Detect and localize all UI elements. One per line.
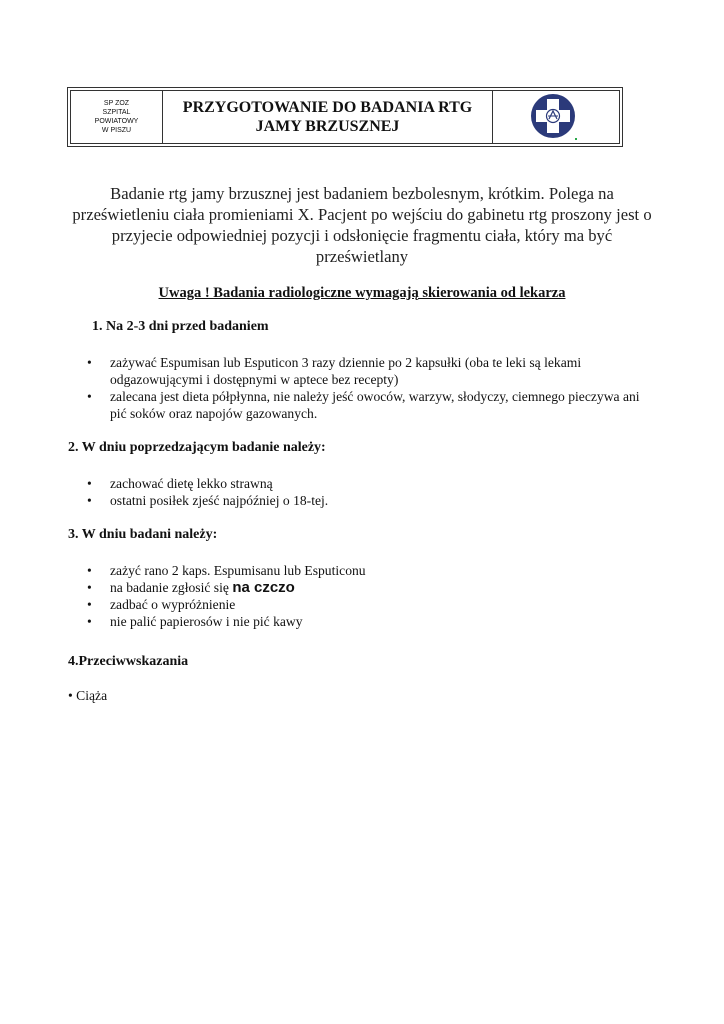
bullet-marker: • bbox=[87, 389, 92, 404]
list-item-text: nie palić papierosów i nie pić kawy bbox=[110, 614, 303, 629]
list-item-text: zachować dietę lekko strawną bbox=[110, 476, 273, 491]
section-3-list bbox=[87, 562, 647, 630]
section-3-heading: 3. W dniu badani należy: bbox=[68, 527, 218, 542]
contraindication-item: • Ciąża bbox=[68, 688, 108, 703]
list-item bbox=[87, 475, 647, 492]
list-item-text: zażywać Espumisan lub Esputicon 3 razy dziennie po 2 kapsułki (oba te leki są lekami odgazowującymi i dostępnymi w aptece bez recepty) bbox=[110, 355, 582, 387]
hospital-cross-logo-icon bbox=[530, 91, 582, 143]
list-item-text: zadbać o wypróżnienie bbox=[110, 597, 236, 612]
bullet-marker: • bbox=[87, 476, 92, 491]
bullet-marker: • bbox=[87, 580, 92, 595]
bullet-marker: • bbox=[87, 597, 92, 612]
intro-paragraph: Badanie rtg jamy brzusznej jest badaniem bezbolesnym, krótkim. Polega na prześwietleniu ciała promieniami X. Pacjent po wejściu do gabinetu rtg proszony jest o przyjecie odpowiedniej pozycji i odsłonięcie fragmentu ciała, który ma być prześwietlany bbox=[72, 184, 652, 266]
section-2-heading: 2. W dniu poprzedzającym badanie należy: bbox=[68, 440, 326, 455]
title-line: PRZYGOTOWANIE DO BADANIA RTG bbox=[182, 99, 473, 116]
list-item bbox=[87, 579, 647, 596]
document-title bbox=[163, 91, 493, 143]
document-header bbox=[67, 87, 623, 147]
list-item bbox=[87, 492, 647, 509]
referral-warning: Uwaga ! Badania radiologiczne wymagają skierowania od lekarza bbox=[158, 285, 566, 301]
list-item-text: na badanie zgłosić się bbox=[110, 580, 229, 595]
bullet-marker: • bbox=[87, 614, 92, 629]
hospital-name bbox=[71, 91, 163, 143]
hospital-line: SZPITAL bbox=[102, 109, 131, 116]
list-item bbox=[87, 388, 647, 422]
list-item bbox=[87, 354, 647, 388]
hospital-line: SP ZOZ bbox=[103, 100, 130, 107]
bullet-marker: • bbox=[87, 355, 92, 370]
bullet-marker: • bbox=[87, 563, 92, 578]
list-item-text: ostatni posiłek zjeść najpóźniej o 18-tej. bbox=[110, 493, 329, 508]
section-4-heading: 4.Przeciwwskazania bbox=[68, 654, 189, 669]
section-1-heading: 1. Na 2-3 dni przed badaniem bbox=[92, 319, 269, 334]
list-item bbox=[87, 613, 647, 630]
hospital-line: W PISZU bbox=[101, 127, 132, 134]
list-item-text: zażyć rano 2 kaps. Espumisanu lub Esputiconu bbox=[110, 563, 366, 578]
fasting-emphasis: na czczo bbox=[232, 579, 295, 596]
list-item bbox=[87, 596, 647, 613]
list-item-text: zalecana jest dieta półpłynna, nie należy jeść owoców, warzyw, słodyczy, ciemnego pieczywa ani pić soków oraz napojów gazowanych. bbox=[110, 389, 640, 421]
section-1-list bbox=[87, 354, 647, 422]
bullet-marker: • bbox=[87, 493, 92, 508]
title-line: JAMY BRZUSZNEJ bbox=[255, 118, 400, 135]
list-item bbox=[87, 562, 647, 579]
hospital-line: POWIATOWY bbox=[94, 118, 139, 125]
section-2-list bbox=[87, 475, 647, 509]
